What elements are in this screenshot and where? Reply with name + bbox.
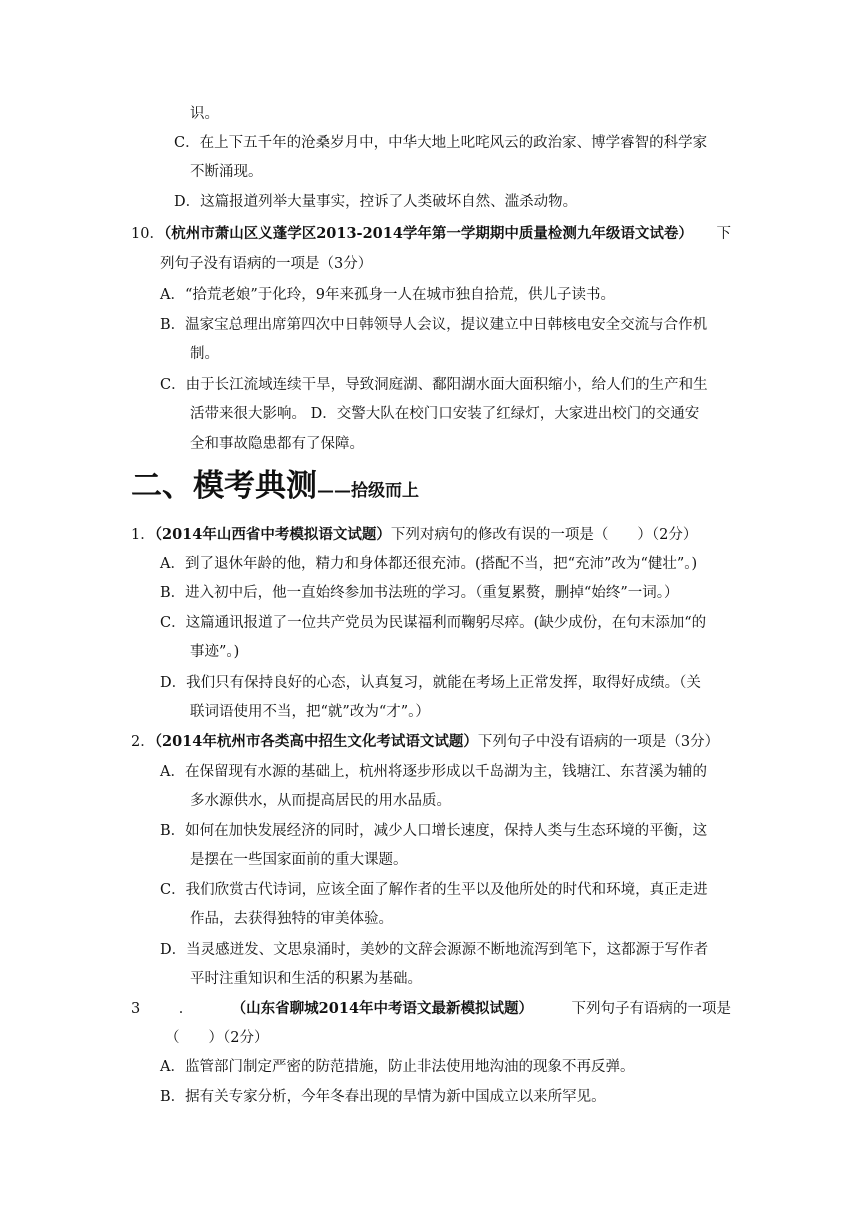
option-c-cont: 活带来很大影响。 D．交警大队在校门口安装了红绿灯，大家进出校门的交通安 — [190, 406, 700, 422]
question-3-stem-cont: （ ）（2分） — [165, 1030, 269, 1046]
option-b: B．如何在加快发展经济的同时，减少人口增长速度，保持人类与生态环境的平衡，这 — [160, 823, 708, 839]
question-source: （杭州市萧山区义蓬学区2013-2014学年第一学期期中质量检测九年级语文试卷） — [163, 225, 693, 242]
question-1-stem — [131, 525, 697, 545]
option-d: D．我们只有保持良好的心态，认真复习，就能在考场上正常发挥，取得好成绩。（关 — [160, 675, 701, 691]
section-heading — [131, 464, 419, 514]
stem-tail: 下 — [716, 226, 731, 242]
option-c: C．在上下五千年的沧桑岁月中，中华大地上叱咤风云的政治家、博学睿智的科学家 — [174, 135, 708, 151]
option-c: C．由于长江流域连续干旱，导致洞庭湖、鄱阳湖水面大面积缩小，给人们的生产和生 — [160, 377, 708, 393]
option-a: A．到了退休年龄的他，精力和身体都还很充沛。(搭配不当，把“充沛”改为“健壮”。) — [160, 556, 698, 572]
number-dot: ． — [178, 1001, 194, 1017]
option-d-cont: 平时注重知识和生活的积累为基础。 — [190, 971, 422, 987]
question-10-stem — [131, 224, 731, 244]
text-line: 识。 — [190, 106, 219, 122]
option-c: C．这篇通讯报道了一位共产党员为民谋福利而鞠躬尽瘁。(缺少成份，在句末添加“的 — [160, 615, 707, 631]
question-2-stem — [131, 732, 719, 752]
question-source: （2014年山西省中考模拟语文试题） — [154, 526, 391, 543]
option-c-cont2: 全和事故隐患都有了保障。 — [190, 436, 364, 452]
option-d: D．这篇报道列举大量事实，控诉了人类破坏自然、滥杀动物。 — [174, 194, 578, 210]
option-c: C．我们欣赏古代诗词，应该全面了解作者的生平以及他所处的时代和环境，真正走进 — [160, 882, 708, 898]
option-b: B．据有关专家分析，今年冬春出现的旱情为新中国成立以来所罕见。 — [160, 1089, 606, 1105]
question-text: 下列对病句的修改有误的一项是（ ）（2分） — [390, 527, 698, 543]
option-c-cont: 不断涌现。 — [190, 164, 263, 180]
option-a: A．监管部门制定严密的防范措施，防止非法使用地沟油的现象不再反弹。 — [160, 1059, 635, 1075]
option-c-cont: 事迹”。) — [190, 644, 240, 660]
option-b: B．进入初中后，他一直始终参加书法班的学习。（重复累赘，删掉“始终”一词。） — [160, 585, 679, 601]
question-number: 2． — [131, 734, 155, 750]
option-b: B．温家宝总理出席第四次中日韩领导人会议，提议建立中日韩核电安全交流与合作机 — [160, 317, 708, 333]
question-3-stem — [131, 999, 731, 1019]
option-a: A．“拾荒老娘”于化玲，9年来孤身一人在城市独自拾荒，供儿子读书。 — [160, 287, 616, 303]
question-number: 3 — [131, 1001, 141, 1017]
section-title: 二、模考典测 — [131, 468, 317, 504]
question-text: 下列句子有语病的一项是 — [571, 1001, 731, 1017]
question-number: 1． — [131, 527, 155, 543]
option-d: D．当灵感迸发、文思泉涌时，美妙的文辞会源源不断地流泻到笔下，这都源于写作者 — [160, 942, 709, 958]
question-source: （2014年杭州市各类高中招生文化考试语文试题） — [154, 733, 478, 750]
option-b-cont: 制。 — [190, 346, 219, 362]
question-text: 下列句子中没有语病的一项是（3分） — [477, 734, 720, 750]
option-c-cont: 作品，去获得独特的审美体验。 — [190, 911, 393, 927]
option-b-cont: 是摆在一些国家面前的重大课题。 — [190, 852, 408, 868]
option-a-cont: 多水源供水，从而提高居民的用水品质。 — [190, 793, 451, 809]
question-source: （山东省聊城2014年中考语文最新模拟试题） — [231, 1000, 534, 1017]
question-10-stem-cont: 列句子没有语病的一项是（3分） — [160, 256, 373, 272]
question-number: 10． — [131, 226, 164, 242]
option-d-cont: 联词语使用不当，把“就”改为“才”。） — [190, 704, 430, 720]
section-subtitle: ——拾级而上 — [317, 481, 419, 501]
option-a: A．在保留现有水源的基础上，杭州将逐步形成以千岛湖为主，钱塘江、东苕溪为辅的 — [160, 764, 707, 780]
